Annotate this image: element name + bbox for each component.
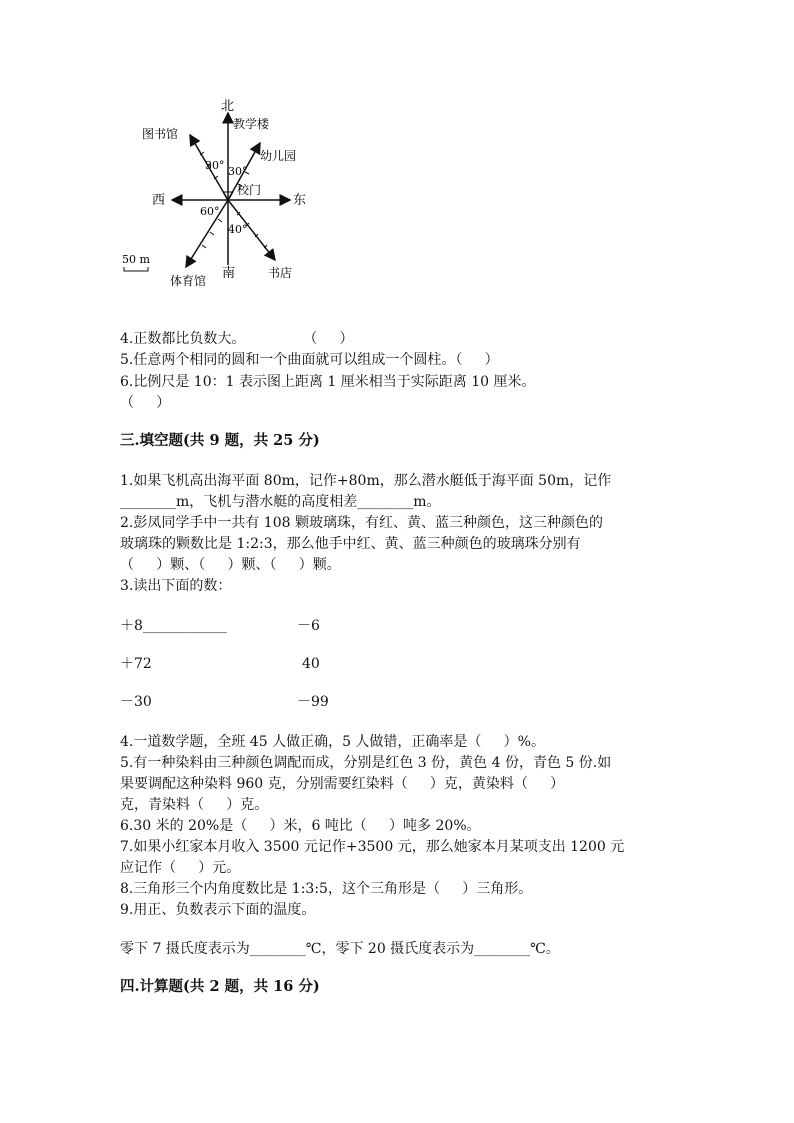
q9-line: 零下 7 摄氏度表示为________℃，零下 20 摄氏度表示为________℃。 — [120, 941, 560, 957]
angle-kindergarten: 30° — [228, 165, 248, 178]
section-4-title: 四.计算题(共 2 题，共 16 分) — [120, 978, 320, 995]
north-label: 北 — [221, 99, 235, 114]
q8: 8.三角形三个内角度数比是 1:3:5，这个三角形是（ ）三角形。 — [120, 881, 533, 897]
library-label: 图书馆 — [142, 127, 179, 141]
q3-row-2-left: ＋72 — [120, 656, 152, 672]
section-3-title: 三.填空题(共 9 题，共 25 分) — [120, 432, 320, 449]
q3-title: 3.读出下面的数： — [120, 578, 232, 594]
judge-question-6-blank: （ ） — [120, 395, 171, 411]
west-label: 西 — [152, 193, 166, 208]
judge-question-5: 5.任意两个相同的圆和一个曲面就可以组成一个圆柱。（ ） — [120, 352, 499, 368]
q2-line-1: 2.彭凤同学手中一共有 108 颗玻璃珠，有红、黄、蓝三种颜色，这三种颜色的 — [120, 515, 603, 531]
kindergarten-label: 幼儿园 — [260, 149, 297, 163]
east-label: 东 — [293, 193, 307, 208]
q3-row-1-right: －6 — [297, 618, 320, 634]
q5-line-1: 5.有一种染料由三种颜色调配而成，分别是红色 3 份，黄色 4 份，青色 5 份.如 — [120, 755, 612, 771]
teaching-building-label: 教学楼 — [233, 117, 270, 131]
judge-question-4: 4.正数都比负数大。 （ ） — [120, 331, 354, 347]
q6: 6.30 米的 20%是（ ）米，6 吨比（ ）吨多 20%。 — [120, 818, 481, 834]
angle-gym: 60° — [200, 205, 220, 218]
center-label: 校门 — [237, 183, 262, 197]
q4: 4.一道数学题，全班 45 人做正确，5 人做错，正确率是（ ）%。 — [120, 734, 545, 750]
angle-library: 30° — [205, 159, 225, 172]
q1-line-2: ________m，飞机与潜水艇的高度相差________m。 — [120, 494, 441, 510]
q3-row-2-right: 40 — [302, 656, 320, 672]
q2-line-2: 玻璃珠的颗数比是 1:2:3，那么他手中红、黄、蓝三种颜色的玻璃珠分别有 — [120, 536, 581, 552]
judge-question-6: 6.比例尺是 10：1 表示图上距离 1 厘米相当于实际距离 10 厘米。 — [120, 374, 536, 390]
q3-row-3-left: －30 — [120, 694, 152, 710]
q7-line-2: 应记作（ ）元。 — [120, 860, 241, 876]
direction-diagram — [110, 95, 430, 300]
angle-bookstore: 40° — [228, 223, 248, 236]
q1-line-1: 1.如果飞机高出海平面 80m，记作+80m，那么潜水艇低于海平面 50m，记作 — [120, 473, 612, 489]
gym-label: 体育馆 — [170, 274, 207, 288]
q5-line-3: 克，青染料（ ）克。 — [120, 797, 269, 813]
south-label: 南 — [222, 266, 236, 281]
q5-line-2: 果要调配这种染料 960 克，分别需要红染料（ ）克，黄染料（ ） — [120, 776, 565, 792]
scale-label: 50 m — [122, 253, 150, 266]
q2-line-3: （ ）颗、（ ）颗、（ ）颗。 — [120, 557, 341, 573]
scale-bar — [124, 267, 148, 271]
q3-row-3-right: －99 — [297, 694, 329, 710]
bookstore-label: 书店 — [268, 266, 293, 280]
q9: 9.用正、负数表示下面的温度。 — [120, 902, 316, 918]
q7-line-1: 7.如果小红家本月收入 3500 元记作+3500 元，那么她家本月某项支出 1200 元 — [120, 839, 625, 855]
q3-row-1-left: ＋8____________ — [120, 618, 227, 634]
